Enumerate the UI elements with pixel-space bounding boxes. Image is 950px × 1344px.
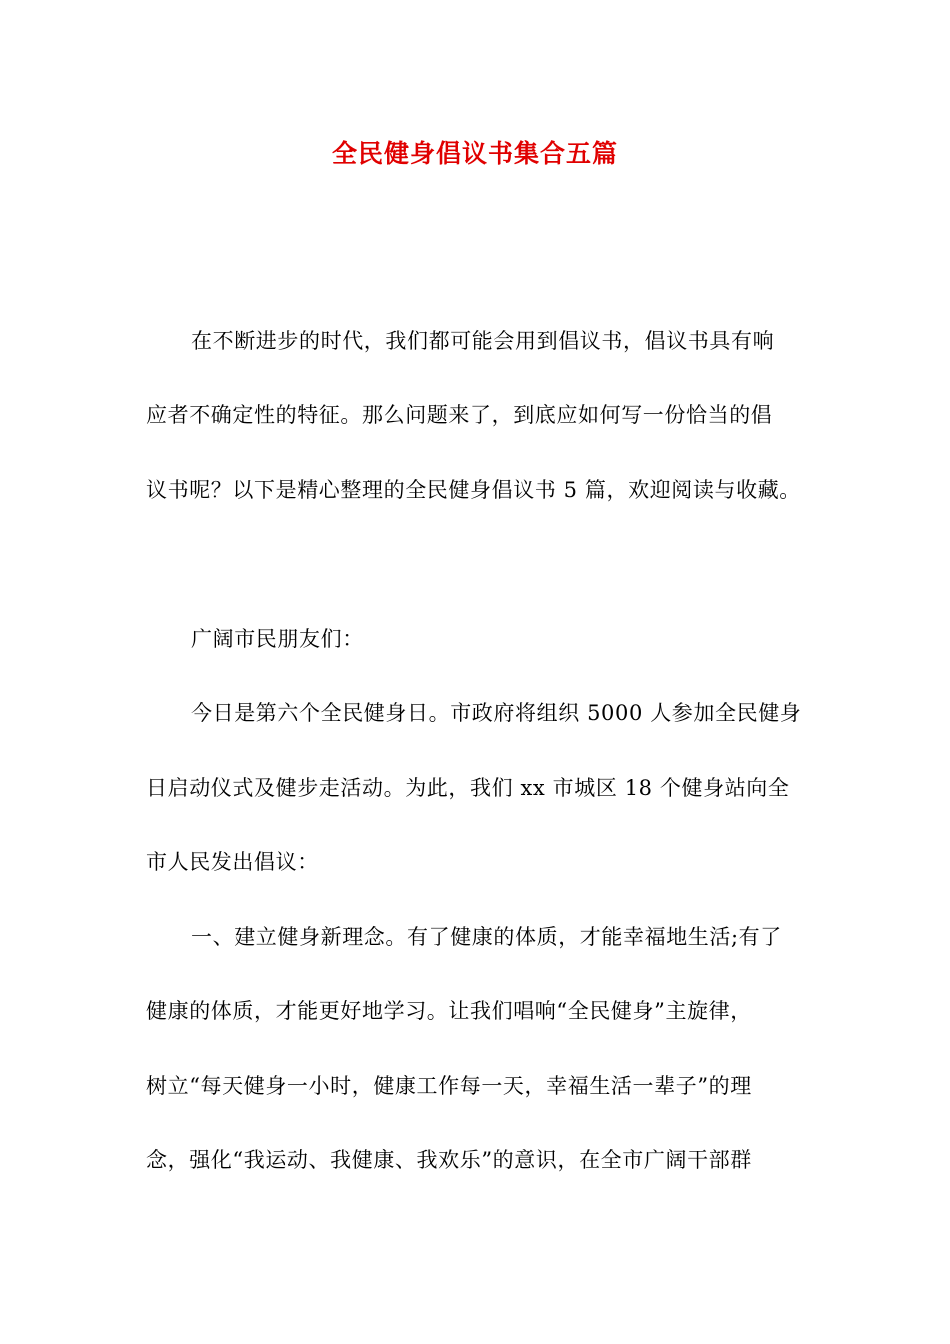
salutation-line: 广阔市民朋友们： (191, 627, 364, 651)
paragraph-line: 议书呢？以下是精心整理的全民健身倡议书 5 篇，欢迎阅读与收藏。 (146, 478, 801, 502)
paragraph-line: 今日是第六个全民健身日。市政府将组织 5000 人参加全民健身 (191, 701, 802, 725)
paragraph-line: 市人民发出倡议： (146, 850, 319, 874)
paragraph-line: 一、建立健身新理念。有了健康的体质，才能幸福地生活;有了 (191, 925, 782, 949)
paragraph-line: 日启动仪式及健步走活动。为此，我们 xx 市城区 18 个健身站向全 (146, 776, 790, 800)
paragraph-line: 在不断进步的时代，我们都可能会用到倡议书，倡议书具有响 (191, 329, 775, 353)
paragraph-line: 应者不确定性的特征。那么问题来了，到底应如何写一份恰当的倡 (146, 403, 773, 427)
paragraph-line: 念，强化“我运动、我健康、我欢乐”的意识，在全市广阔干部群 (146, 1148, 752, 1172)
document-title: 全民健身倡议书集合五篇 (331, 139, 618, 168)
paragraph-line: 健康的体质，才能更好地学习。让我们唱响“全民健身”主旋律， (146, 999, 752, 1023)
paragraph-line: 树立“每天健身一小时，健康工作每一天，幸福生活一辈子”的理 (146, 1074, 752, 1098)
